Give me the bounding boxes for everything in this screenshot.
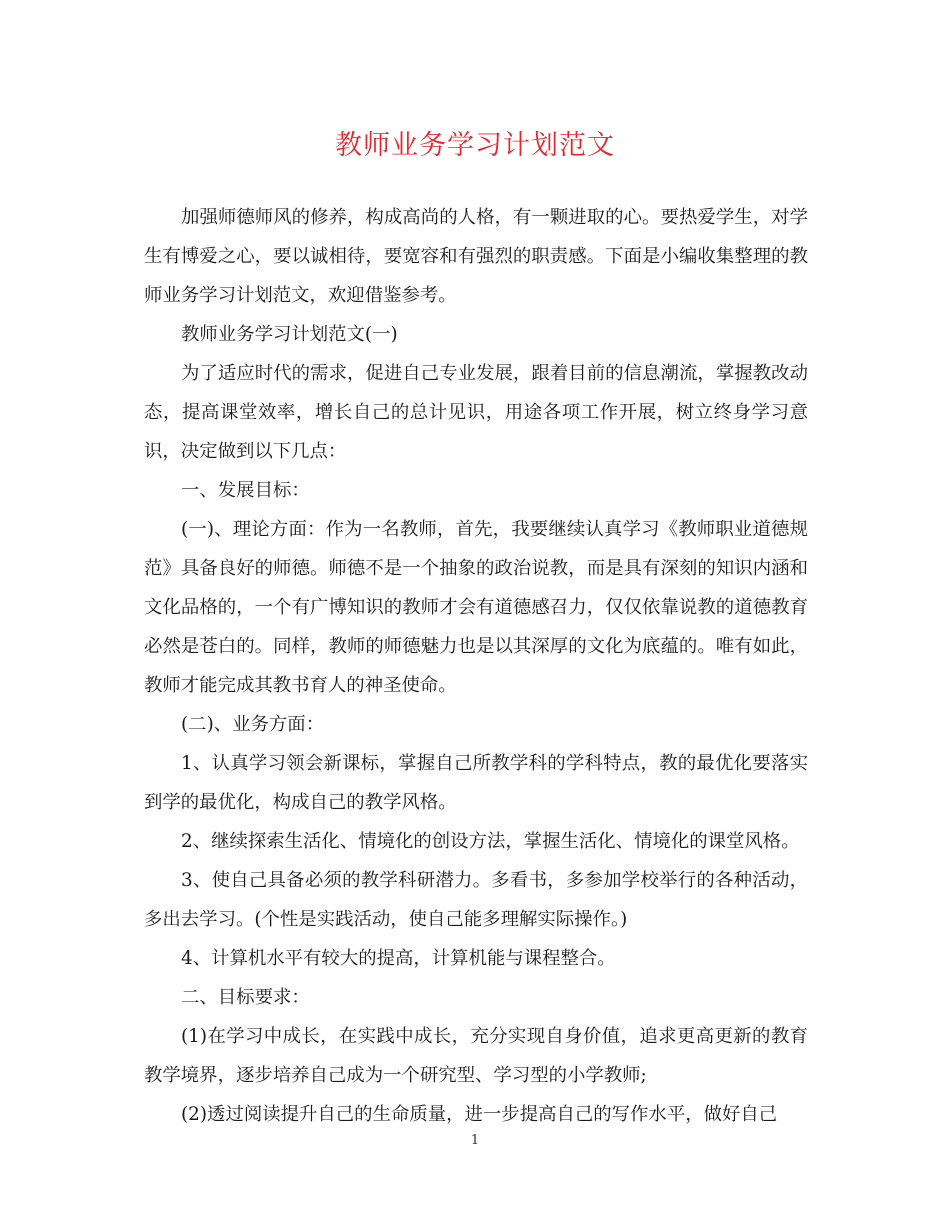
paragraph-intro: 加强师德师风的修养，构成高尚的人格，有一颗进取的心。要热爱学生，对学生有博爱之心，要以诚相待，要宽容和有强烈的职责感。下面是小编收集整理的教师业务学习计划范文，欢迎借鉴参考。 — [144, 207, 808, 306]
paragraph-item-2: 2、继续探索生活化、情境化的创设方法，掌握生活化、情境化的课堂风格。 — [181, 831, 800, 852]
paragraph-item-1: 1、认真学习领会新课标，掌握自己所教学科的学科特点，教的最优化要落实到学的最优化，构成自己的教学风格。 — [144, 753, 808, 813]
page-number: 1 — [470, 1133, 480, 1148]
paragraph-business-heading: (二)、业务方面： — [181, 714, 325, 735]
paragraph-requirements-heading: 二、目标要求： — [181, 987, 310, 1008]
paragraph-item-4: 4、计算机水平有较大的提高，计算机能与课程整合。 — [181, 948, 616, 969]
paragraph-requirement-2: (2)透过阅读提升自己的生命质量，进一步提高自己的写作水平，做好自己 — [181, 1104, 778, 1125]
document-title: 教师业务学习计划范文 — [335, 130, 615, 161]
document-body — [144, 198, 808, 1134]
paragraph-purpose: 为了适应时代的需求，促进自己专业发展，跟着目前的信息潮流，掌握教改动态，提高课堂效率，增长自己的总计见识，用途各项工作开展，树立终身学习意识，决定做到以下几点： — [144, 363, 808, 462]
paragraph-requirement-1: (1)在学习中成长，在实践中成长，充分实现自身价值，追求更高更新的教育教学境界，逐步培养自己成为一个研究型、学习型的小学教师; — [144, 1026, 808, 1086]
paragraph-item-3: 3、使自己具备必须的教学科研潜力。多看书，多参加学校举行的各种活动，多出去学习。(个性是实践活动，使自己能多理解实际操作。) — [144, 870, 808, 930]
paragraph-section-heading: 教师业务学习计划范文(一) — [181, 324, 398, 345]
paragraph-goals-heading: 一、发展目标： — [181, 480, 310, 501]
paragraph-theory: (一)、理论方面：作为一名教师，首先，我要继续认真学习《教师职业道德规范》具备良好的师德。师德不是一个抽象的政治说教，而是具有深刻的知识内涵和文化品格的，一个有广博知识的教师才会有道德感召力，仅仅依靠说教的道德教育必然是苍白的。同样，教师的师德魅力也是以其深厚的文化为底蕴的。唯有如此，教师才能完成其教书育人的神圣使命。 — [144, 519, 808, 696]
